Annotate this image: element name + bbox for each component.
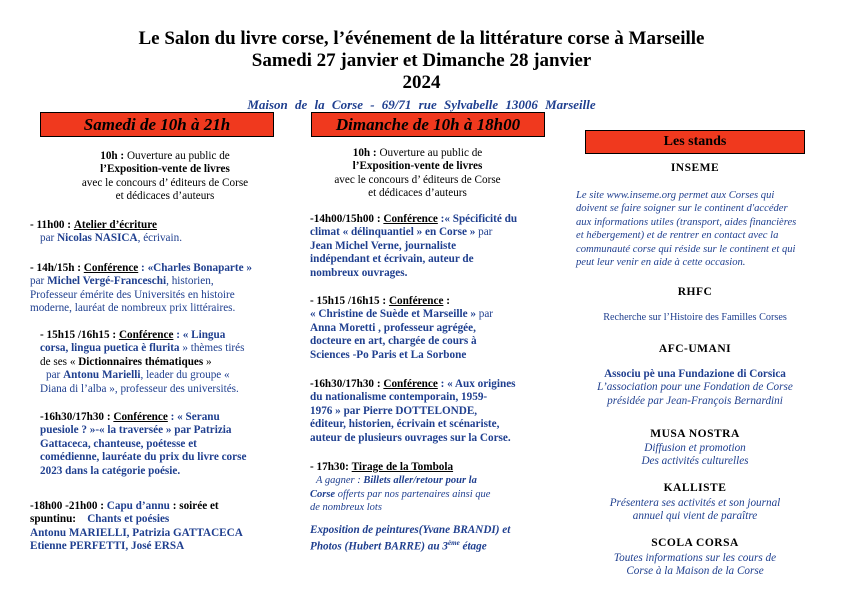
stand-scola-name: SCOLA CORSA: [651, 537, 739, 549]
saturday-header: Samedi de 10h à 21h: [40, 112, 274, 137]
sunday-conf2-t1: :: [446, 295, 450, 307]
sunday-exhibition: [310, 524, 550, 555]
stand-inseme-l5: communauté corse qui réside sur le continent et qui: [576, 243, 796, 255]
sunday-opening-line3: avec le concours d’ éditeurs de Corse: [334, 173, 501, 186]
sunday-conf2-t5: Sciences -Po Paris et La Sorbone: [310, 348, 467, 361]
sunday-opening-line1: Ouverture au public de: [379, 147, 483, 159]
saturday-opening-line1: Ouverture au public de: [126, 150, 230, 162]
sunday-tombola-t3: de nombreux lots: [310, 502, 382, 514]
saturday-conf3-time: -16h30/17h30 :: [40, 411, 111, 423]
sunday-conf1-t3: Jean Michel Verne, journaliste: [310, 239, 457, 252]
sunday-expo-t2a: Photos (Hubert BARRE) au 3: [310, 541, 449, 554]
saturday-workshop-by: par: [40, 232, 55, 245]
saturday-opening-line3: avec le concours d’ éditeurs de Corse: [81, 176, 249, 189]
saturday-conf3-kind: Conférence: [113, 411, 168, 423]
sunday-tombola-t1b: Billets aller/retour pour la: [360, 475, 477, 487]
stand-scola-l1: Toutes informations sur les cours de: [613, 552, 777, 564]
sunday-conference-3: [310, 378, 550, 445]
stand-scola-l2: Corse à la Maison de la Corse: [626, 565, 764, 578]
saturday-opening: [40, 150, 290, 204]
sunday-conf1-time: -14h00/15h00 :: [310, 213, 381, 225]
sunday-conf1-t1: :« Spécificité du: [440, 213, 518, 225]
stand-kalliste-l2: annuel qui vient de paraître: [632, 510, 758, 523]
sunday-tombola-time: - 17h30:: [310, 461, 349, 473]
stand-afc-l1: Associu pè una Fundazione di Corsica: [604, 368, 786, 380]
saturday-conf2-t3c: »: [203, 355, 212, 368]
stands-header: Les stands: [585, 130, 805, 154]
saturday-conf1-rest2: Professeur émérite des Universités en histoire: [30, 288, 235, 301]
saturday-conf2-t3b: Dictionnaires thématiques: [75, 355, 204, 368]
saturday-workshop-time: - 11h00 :: [30, 219, 72, 231]
page-title-dates: Samedi 27 janvier et Dimanche 28 janvier: [251, 50, 592, 71]
stand-scola-description: [575, 552, 815, 579]
stand-musa-description: [575, 442, 815, 469]
saturday-conf2-t4: , leader du groupe «: [140, 369, 230, 382]
sunday-conf3-t5: auteur de plusieurs ouvrages sur la Corse.: [310, 431, 511, 444]
stand-rhfc-name: RHFC: [677, 286, 713, 298]
sunday-tombola-t1a: A gagner :: [316, 475, 361, 487]
sunday-conf3-time: -16h30/17h30 :: [310, 378, 381, 390]
sunday-tombola-title: Tirage de la Tombola: [351, 461, 454, 473]
stand-inseme-l3: aux informations utiles (transport, aides financières: [576, 216, 797, 228]
saturday-workshop: [30, 219, 300, 246]
stand-rhfc-l1: Recherche sur l’Histoire des Familles Corses: [603, 312, 787, 323]
saturday-conf1-rest1: , historien,: [166, 275, 214, 288]
stand-musa-l2: Des activités culturelles: [641, 455, 749, 468]
saturday-evening-t1b: : soirée et: [172, 500, 219, 512]
saturday-conf3-t5: 2023 dans la catégorie poésie.: [40, 464, 181, 477]
sunday-opening: [300, 147, 535, 201]
sunday-conf3-t3: 1976 » par Pierre DOTTELONDE,: [310, 404, 478, 417]
saturday-conf2-t5: Diana di l’alba », professeur des universités.: [40, 382, 239, 395]
sunday-conf1-t5: nombreux ouvrages.: [310, 266, 408, 279]
sunday-opening-time: 10h :: [352, 147, 377, 159]
stand-afc-l2: L’association pour une Fondation de Corse: [597, 381, 793, 394]
sunday-expo-t2sup: ème: [448, 539, 460, 548]
venue-address: Maison de la Corse - 69/71 rue Sylvabelle 13006 Marseille: [247, 97, 596, 112]
saturday-conf1-title: : «Charles Bonaparte »: [141, 262, 252, 274]
stand-kalliste-name: KALLISTE: [663, 482, 727, 494]
sunday-conf2-t3: Anna Moretti , professeur agrégée,: [310, 321, 476, 334]
saturday-conf1-rest3: moderne, lauréat de nombreux prix littéraires.: [30, 302, 236, 315]
saturday-conf1-name: Michel Vergé-Franceschi: [47, 275, 167, 288]
sunday-conf1-kind: Conférence: [383, 213, 438, 225]
saturday-evening-t2b: Chants et poésies: [87, 513, 170, 526]
sunday-tombola-t2b: offerts par nos partenaires ainsi que: [335, 488, 491, 500]
sunday-conf2-kind: Conférence: [388, 295, 444, 307]
saturday-conf3-t1: : « Seranu: [170, 411, 220, 423]
stand-inseme-l4: et hébergement) et de rentrer en contact avec la: [576, 230, 779, 242]
saturday-workshop-title: Atelier d’écriture: [73, 219, 157, 231]
saturday-conf2-t2b: » thèmes tirés: [179, 342, 245, 355]
sunday-conf1-t4: indépendant et écrivain, auteur de: [310, 253, 474, 266]
saturday-conf3-t4: comédienne, lauréate du prix du livre corse: [40, 451, 247, 464]
page-title-line1: Le Salon du livre corse, l’événement de la littérature corse à Marseille: [138, 28, 705, 49]
stand-musa-l1: Diffusion et promotion: [644, 442, 746, 454]
sunday-conference-2: [310, 295, 545, 362]
saturday-conf2-t3a: de ses «: [40, 355, 76, 368]
saturday-evening-time: -18h00 -21h00 :: [30, 500, 104, 512]
sunday-conf3-kind: Conférence: [383, 378, 438, 390]
stand-musa-name: MUSA NOSTRA: [650, 428, 740, 440]
stand-kalliste-l1: Présentera ses activités et son journal: [609, 497, 781, 509]
sunday-header: Dimanche de 10h à 18h00: [311, 112, 545, 137]
saturday-conf1-kind: Conférence: [83, 262, 139, 274]
sunday-conf1-t2b: par: [475, 226, 493, 239]
saturday-conference-2: [40, 329, 300, 396]
sunday-conference-1: [310, 213, 545, 280]
saturday-opening-line4: et dédicaces d’auteurs: [115, 190, 215, 203]
saturday-conf3-t3: Gattaceca, chanteuse, poétesse et: [40, 437, 197, 450]
sunday-conf2-t2b: par: [475, 308, 494, 321]
saturday-conf3-t2: puesiole ? »-« la traversée » par Patrizia: [40, 424, 232, 437]
sunday-conf3-t1: : « Aux origines: [440, 378, 516, 390]
stand-afc-l3: présidée par Jean-François Bernardini: [607, 394, 783, 407]
sunday-opening-line4: et dédicaces d’auteurs: [368, 187, 467, 200]
saturday-workshop-role: , écrivain.: [137, 232, 183, 245]
sunday-tombola: [310, 461, 550, 515]
sunday-conf3-t2: du nationalisme contemporain, 1959-: [310, 391, 488, 404]
stand-afc-name: AFC-UMANI: [658, 343, 732, 355]
stand-inseme-l1: Le site www.inseme.org permet aux Corses qui: [576, 190, 775, 201]
saturday-conference-1: [30, 262, 300, 316]
saturday-evening-t2: spuntinu:: [30, 513, 77, 526]
sunday-expo-t2b: étage: [459, 541, 487, 554]
sunday-conf2-time: - 15h15 /16h15 :: [310, 295, 387, 307]
saturday-opening-line2: l’Exposition-vente de livres: [100, 163, 230, 176]
saturday-conf1-time: - 14h/15h :: [30, 262, 81, 274]
sunday-tombola-t2a: Corse: [310, 488, 336, 500]
saturday-conf1-by: par: [30, 275, 45, 288]
saturday-conf2-t1: : « Lingua: [176, 329, 226, 341]
sunday-conf3-t4: éditeur, historien, écrivain et scénariste,: [310, 418, 500, 431]
page-title-year: 2024: [402, 72, 441, 93]
saturday-evening-t4: Etienne PERFETTI, José ERSA: [30, 540, 185, 553]
saturday-conf2-t2: corsa, lingua puetica è flurita: [40, 342, 180, 355]
saturday-conf2-time: - 15h15 /16h15 :: [40, 329, 117, 341]
saturday-conf2-kind: Conférence: [118, 329, 174, 341]
saturday-evening-t3: Antonu MARIELLI, Patrizia GATTACECA: [30, 526, 243, 539]
saturday-conference-3: [40, 411, 300, 478]
sunday-conf1-t2: climat « délinquantiel » en Corse »: [310, 226, 476, 239]
sunday-opening-line2: l’Exposition-vente de livres: [352, 160, 483, 173]
stand-afc-description: [575, 368, 815, 408]
saturday-conf2-name: Antonu Marielli: [63, 369, 141, 382]
sunday-expo-t1: Exposition de peintures(Yvane BRANDI) et: [310, 524, 511, 536]
sunday-conf2-t2: « Christine de Suède et Marseille »: [310, 308, 476, 321]
saturday-evening: [30, 500, 300, 554]
stand-inseme-name: INSEME: [670, 162, 720, 174]
saturday-opening-time: 10h :: [100, 150, 125, 162]
stand-inseme-description: [576, 189, 821, 269]
stand-inseme-l6: peut leur venir en aide à cette occasion.: [576, 257, 746, 269]
saturday-workshop-name: Nicolas NASICA: [57, 232, 138, 245]
saturday-conf2-by: par: [46, 369, 61, 382]
sunday-conf2-t4: docteure en art, chargée de cours à: [310, 335, 477, 348]
saturday-evening-t1: Capu d’annu: [106, 500, 170, 512]
stand-inseme-l2: doivent se faire soigner sur le continent d'accéder: [576, 203, 788, 215]
stand-kalliste-description: [575, 497, 815, 524]
